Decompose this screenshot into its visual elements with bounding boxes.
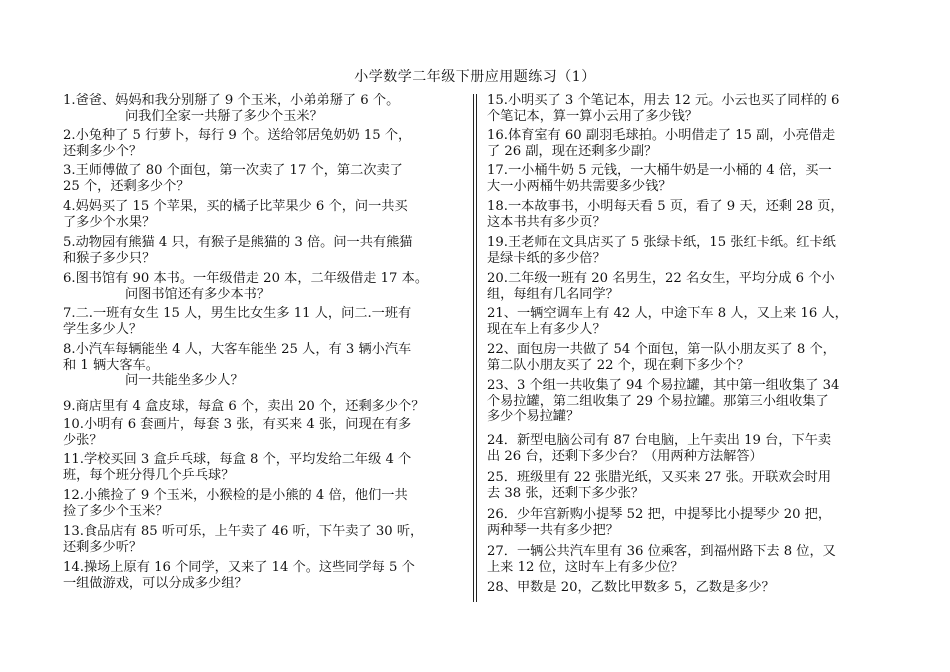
question-line: 一组做游戏，可以分成多少组？	[63, 575, 248, 591]
question-line: 21、一辆空调车上有 42 人，中途下车 8 人，又上来 16 人，	[487, 306, 848, 321]
question-item	[63, 93, 463, 124]
question-line: 是绿卡纸的多少倍？	[487, 250, 606, 266]
question-item	[487, 199, 887, 230]
question-item	[487, 235, 887, 266]
question-line: 两种琴一共有多少把？	[487, 522, 619, 538]
question-line: 25 个，还剩多少个？	[63, 178, 190, 194]
question-item	[63, 128, 463, 159]
question-line: 13.食品店有 85 听可乐，上午卖了 46 听，下午卖了 30 听，	[63, 524, 424, 539]
question-line: 1.爸爸、妈妈和我分别掰了 9 个玉米，小弟弟掰了 6 个。	[63, 93, 400, 108]
question-line: 大一小两桶牛奶共需要多少钱？	[487, 178, 672, 194]
question-item	[487, 93, 887, 124]
question-line: 个笔记本，算一算小云用了多少钱？	[487, 108, 698, 124]
question-item	[487, 470, 887, 501]
question-line: 还剩多少听？	[63, 539, 143, 555]
question-line: 16.体育室有 60 副羽毛球拍。小明借走了 15 副，小亮借走	[487, 128, 836, 143]
question-item	[63, 399, 463, 415]
question-line: 25．班级里有 22 张腊光纸，又买来 27 张。开联欢会时用	[487, 470, 832, 485]
question-line: 12.小熊捡了 9 个玉米，小猴检的是小熊的 4 倍，他们一共	[63, 488, 408, 503]
page-title: 小学数学二年级下册应用题练习（1）	[354, 69, 596, 85]
question-line: 捡了多少个玉米？	[63, 503, 169, 519]
question-item	[63, 271, 463, 302]
question-line: 9.商店里有 4 盒皮球，每盒 6 个，卖出 20 个，还剩多少个？	[63, 399, 425, 414]
question-item	[63, 524, 463, 555]
question-item	[63, 199, 463, 230]
question-line: 问我们全家一共掰了多少个玉米？	[125, 108, 323, 124]
question-item	[63, 452, 463, 483]
question-item	[63, 417, 463, 448]
question-line: 7.二.一班有女生 15 人，男生比女生多 11 人，问二.一班有	[63, 306, 412, 321]
question-item	[487, 580, 887, 596]
question-line: 5.动物园有熊猫 4 只，有猴子是熊猫的 3 倍。问一共有熊猫	[63, 235, 413, 250]
question-line: 班，每个班分得几个乒乓球？	[63, 467, 235, 483]
question-line: 上来 12 位，这时车上有多少位？	[487, 559, 684, 575]
question-item	[487, 433, 887, 464]
question-item	[487, 306, 887, 337]
question-item	[487, 271, 887, 302]
question-item	[63, 560, 463, 591]
question-line: 了 26 副，现在还剩多少副？	[487, 143, 658, 159]
question-line: 了多少个水果？	[63, 214, 156, 230]
question-item	[487, 342, 887, 373]
question-line: 8.小汽车每辆能坐 4 人，大客车能坐 25 人，有 3 辆小汽车	[63, 342, 412, 357]
question-line: 问图书馆还有多少本书？	[125, 286, 271, 302]
question-item	[487, 128, 887, 159]
question-item	[63, 488, 463, 519]
question-line: 少张？	[63, 432, 103, 448]
question-line: 多少个易拉罐？	[487, 409, 580, 425]
question-line: 23、3 个组一共收集了 94 个易拉罐，其中第一组收集了 34	[487, 378, 840, 393]
column-divider	[473, 94, 477, 602]
question-line: 和猴子多少只？	[63, 250, 156, 266]
question-line: 2.小兔种了 5 行萝卜，每行 9 个。送给邻居兔奶奶 15 个，	[63, 128, 412, 143]
question-line: 现在车上有多少人？	[487, 321, 606, 337]
question-line: 和 1 辆大客车。	[63, 357, 159, 373]
question-line: 26．少年宫新购小提琴 52 把，中提琴比小提琴少 20 把，	[487, 507, 832, 522]
question-line: 18.一本故事书，小明每天看 5 页，看了 9 天，还剩 28 页，	[487, 199, 844, 214]
question-line: 第二队小朋友买了 22 个，现在剩下多少个？	[487, 357, 750, 373]
question-line: 个易拉罐，第二组收集了 29 个易拉罐。那第三小组收集了	[487, 393, 829, 409]
question-item	[487, 544, 887, 575]
question-line: 学生多少人？	[63, 321, 143, 337]
question-item	[63, 342, 463, 389]
question-item	[487, 507, 887, 538]
question-item	[63, 306, 463, 337]
question-line: 4.妈妈买了 15 个苹果，买的橘子比苹果少 6 个，问一共买	[63, 199, 408, 214]
question-line: 10.小明有 6 套画片，每套 3 张，有买来 4 张，问现在有多	[63, 417, 412, 432]
question-item	[487, 378, 887, 425]
question-line: 14.操场上原有 16 个同学，又来了 14 个。这些同学每 5 个	[63, 560, 415, 575]
question-line: 问一共能坐多少人？	[125, 373, 244, 389]
question-line: 组，每组有几名同学？	[487, 286, 619, 302]
question-line: 11.学校买回 3 盒乒乓球，每盒 8 个，平均发给二年级 4 个	[63, 452, 412, 467]
question-line: 20.二年级一班有 20 名男生，22 名女生，平均分成 6 个小	[487, 271, 835, 286]
question-line: 6.图书馆有 90 本书。一年级借走 20 本，二年级借走 17 本。	[63, 271, 429, 286]
question-line: 3.王师傅做了 80 个面包，第一次卖了 17 个，第二次卖了	[63, 163, 403, 178]
question-line: 22、面包房一共做了 54 个面包，第一队小朋友买了 8 个，	[487, 342, 836, 357]
question-line: 15.小明买了 3 个笔记本，用去 12 元。小云也买了同样的 6	[487, 93, 840, 108]
question-line: 24．新型电脑公司有 87 台电脑，上午卖出 19 台，下午卖	[487, 433, 832, 448]
question-line: 出 26 台，还剩下多少台？（用两种方法解答）	[487, 448, 763, 464]
question-item	[487, 163, 887, 194]
question-line: 17.一小桶牛奶 5 元钱，一大桶牛奶是一小桶的 4 倍，买一	[487, 163, 832, 178]
question-item	[63, 235, 463, 266]
question-item	[63, 163, 463, 194]
question-line: 19.王老师在文具店买了 5 张绿卡纸，15 张红卡纸。红卡纸	[487, 235, 836, 250]
question-line: 还剩多少个？	[63, 143, 143, 159]
question-line: 去 38 张，还剩下多少张？	[487, 485, 645, 501]
question-line: 这本书共有多少页？	[487, 214, 606, 230]
question-line: 27．一辆公共汽车里有 36 位乘客，到福州路下去 8 位，又	[487, 544, 836, 559]
question-line: 28、甲数是 20，乙数比甲数多 5，乙数是多少？	[487, 580, 775, 595]
